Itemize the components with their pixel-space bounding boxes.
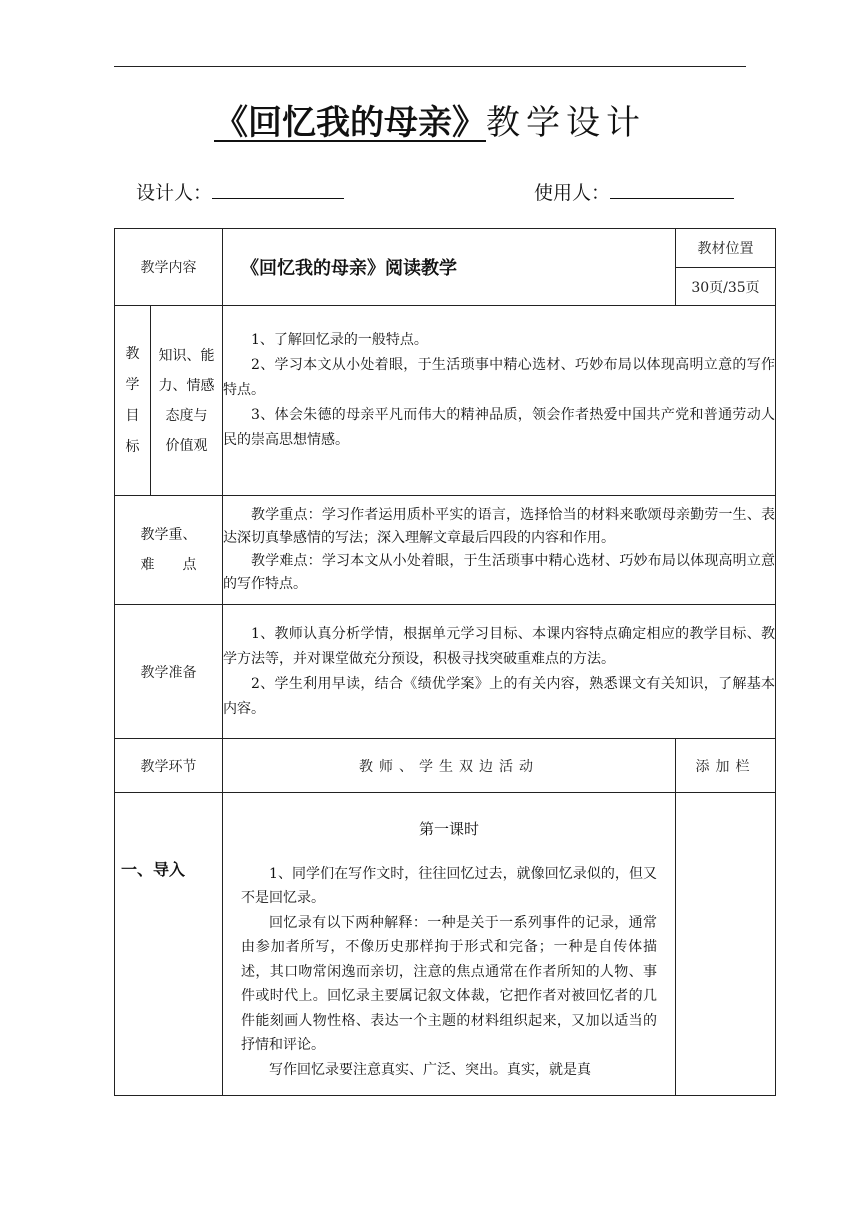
- goal-label-char: 学: [125, 376, 140, 393]
- lesson-paragraph: 回忆录有以下两种解释：一种是关于一系列事件的记录，通常由参加者所写，不像历史那样拘于形式和完备；一种是自传体描述，其口吻常闲逸而亲切，注意的焦点通常在作者所知的人物、事件或时代上。回忆录主要属记叙文体裁，它把作者对被回忆者的几件能刻画人物性格、表达一个主题的材料组织起来，又加以适当的抒情和评论。: [241, 914, 657, 1053]
- content-value: 《回忆我的母亲》阅读教学: [223, 229, 676, 306]
- goals-text: [223, 306, 776, 496]
- document-title: [0, 98, 860, 148]
- goal-item: 1、了解回忆录的一般特点。: [251, 332, 428, 348]
- designer-blank: [212, 178, 344, 199]
- goal-sub-line: 知识、能: [158, 347, 215, 364]
- section-label: 一、导入: [115, 793, 223, 1096]
- position-label: 教材位置: [676, 229, 776, 268]
- lesson-plan-table: [114, 228, 776, 1096]
- lesson-paragraph: 1、同学们在写作文时，往往回忆过去，就像回忆录似的，但又不是回忆录。: [241, 865, 657, 906]
- prep-row: [115, 605, 776, 739]
- stage-header-row: [115, 739, 776, 793]
- prep-label: 教学准备: [115, 605, 223, 739]
- goal-label-char: 教: [125, 345, 140, 362]
- lesson-content: [223, 793, 676, 1096]
- goal-sub-line: 力、情感: [158, 377, 215, 394]
- lesson-paragraph: 写作回忆录要注意真实、广泛、突出。真实，就是真: [269, 1061, 591, 1078]
- goal-sub-label: [151, 306, 223, 496]
- activity-label: 教师、学生双边活动: [223, 739, 676, 793]
- user-blank: [610, 178, 734, 199]
- keypoint-item: 教学难点：学习本文从小处着眼，于生活琐事中精心选材、巧妙布局以体现高明立意的写作特点。: [223, 553, 775, 592]
- prep-item: 2、学生利用早读，结合《绩优学案》上的有关内容，熟悉课文有关知识，了解基本内容。: [223, 675, 775, 717]
- prep-text: [223, 605, 776, 739]
- goal-sub-line: 价值观: [165, 437, 208, 454]
- title-plain-part: 教学设计: [486, 103, 646, 143]
- prep-item: 1、教师认真分析学情，根据单元学习目标、本课内容特点确定相应的教学目标、教学方法等，并对课堂做充分预设，积极寻找突破重难点的方法。: [223, 625, 775, 667]
- add-column-cell: [676, 793, 776, 1096]
- keypoints-row: [115, 496, 776, 605]
- keypoint-item: 教学重点：学习作者运用质朴平实的语言，选择恰当的材料来歌颂母亲勤劳一生、表达深切真挚感情的写法；深入理解文章最后四段的内容和作用。: [223, 507, 775, 546]
- intro-row: [115, 793, 776, 1096]
- designer-field: [136, 178, 344, 207]
- keypoint-label-line: 教学重、: [140, 527, 197, 543]
- content-label: 教学内容: [115, 229, 223, 306]
- designer-label: 设计人：: [136, 182, 213, 204]
- goal-item: 3、体会朱德的母亲平凡而伟大的精神品质，领会作者热爱中国共产党和普通劳动人民的崇高思想情感。: [223, 407, 775, 448]
- keypoint-label: [115, 496, 223, 605]
- goals-row: [115, 306, 776, 496]
- goal-item: 2、学习本文从小处着眼，于生活琐事中精心选材、巧妙布局以体现高明立意的写作特点。: [223, 357, 775, 398]
- position-value: 30页/35页: [676, 268, 776, 306]
- content-row-top: [115, 229, 776, 268]
- goal-label-char: 标: [125, 438, 140, 455]
- keypoints-text: [223, 496, 776, 605]
- keypoint-label-line: 难 点: [140, 557, 197, 573]
- goal-label-char: 目: [125, 407, 140, 424]
- goal-label: [115, 306, 151, 496]
- user-label: 使用人：: [534, 182, 611, 204]
- goal-sub-line: 态度与: [165, 407, 208, 424]
- stage-label: 教学环节: [115, 739, 223, 793]
- lesson-title: 第一课时: [418, 820, 479, 838]
- add-label: 添加栏: [676, 739, 776, 793]
- title-bold-part: 《回忆我的母亲》: [214, 103, 486, 143]
- header-rule: [114, 66, 746, 67]
- user-field: [534, 178, 734, 207]
